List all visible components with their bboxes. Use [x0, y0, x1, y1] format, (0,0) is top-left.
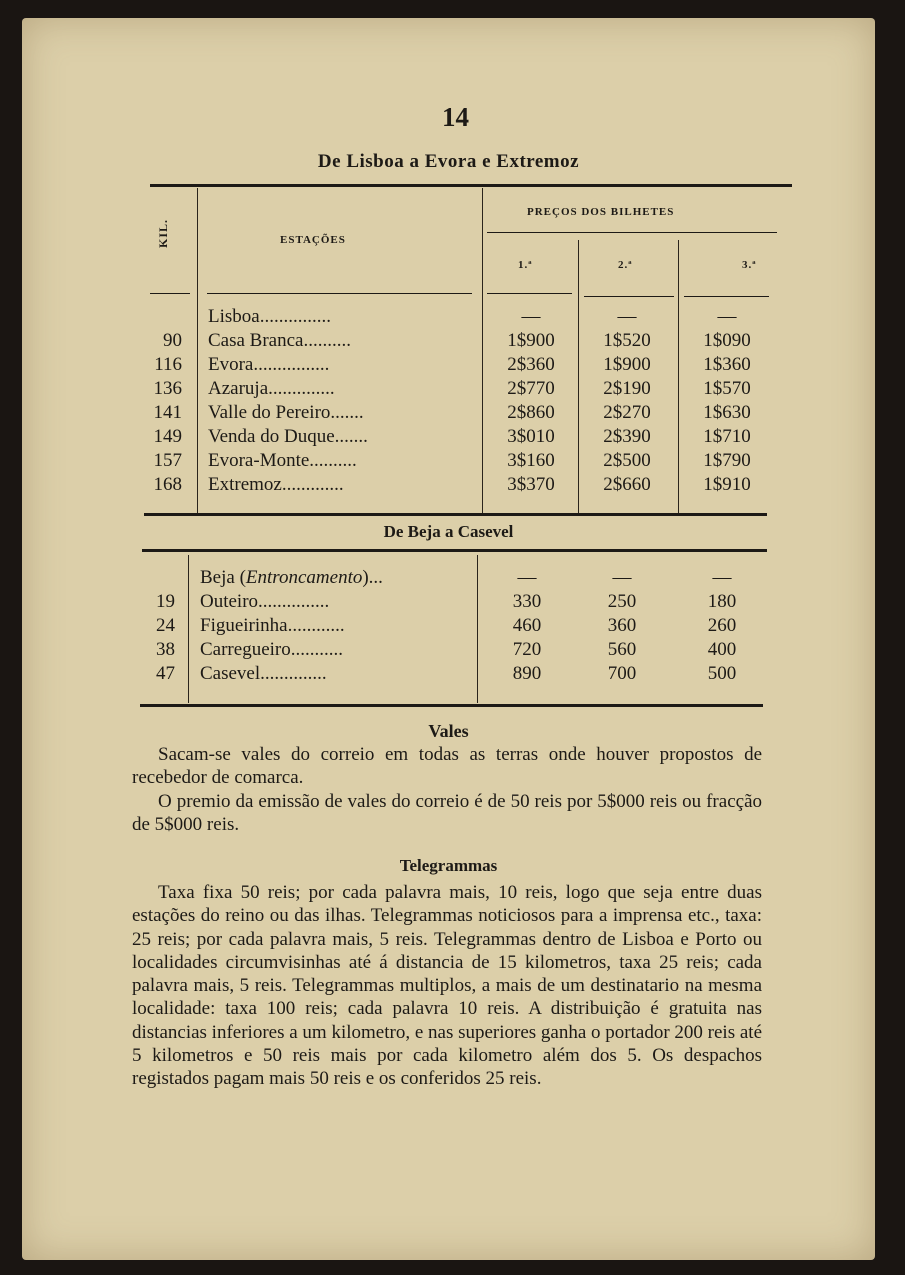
km-value: 47 [156, 663, 175, 684]
fare-1st: 890 [512, 663, 542, 684]
km-value: 90 [163, 330, 182, 351]
fare-1st: 330 [512, 591, 542, 612]
km-value: 149 [153, 426, 182, 447]
km-value: 38 [156, 639, 175, 660]
station-name: Casa Branca.......... [208, 330, 351, 351]
fare-1st: 3$010 [507, 426, 555, 447]
fare-2nd: 560 [607, 639, 637, 660]
fare-1st: 460 [512, 615, 542, 636]
fare-2nd: 360 [607, 615, 637, 636]
fare-1st: — [521, 306, 541, 327]
station-name: Lisboa............... [208, 306, 331, 327]
class3-header: 3.ª [742, 259, 757, 271]
km-value: 24 [156, 615, 175, 636]
fare-1st: 2$860 [507, 402, 555, 423]
km-value: 136 [153, 378, 182, 399]
fare-2nd: 1$900 [603, 354, 651, 375]
vales-heading: Vales [428, 721, 469, 741]
station-name: Azaruja.............. [208, 378, 335, 399]
kil-header: KIL. [156, 218, 170, 248]
station-name: Figueirinha............ [200, 615, 345, 636]
station-name: Extremoz............. [208, 474, 344, 495]
station-name: Carregueiro........... [200, 639, 343, 660]
fare-1st: — [517, 567, 537, 588]
col-divider-1 [197, 188, 198, 513]
page-number: 14 [442, 102, 469, 132]
fare-1st: 2$770 [507, 378, 555, 399]
station-name: Casevel.............. [200, 663, 327, 684]
telegrammas-paragraph: Taxa fixa 50 reis; por cada palavra mais, 10 reis, logo que seja entre duas estações do reino ou das ilhas. Telegrammas noticiosos para a imprensa etc., taxa: 25 reis; por cada palavra mais, 5 reis. Telegrammas dentro de Lisboa e Porto ou localidades circumvisinhas até á distancia de 15 kilometros, taxa 25 reis; cada palavra mais, 5 reis. Telegrammas multiplos, a mais de um destinatario na mesma localidade: taxa 100 reis; cada palavra 10 reis. A distribuição é gratuita nas distancias inferiores a um kilometro, e nas superiores ganha o portador 200 reis até 5 kilometros e 50 reis mais por cada kilometro além dos 5. Os despachos registados pagam mais 50 reis e os conferidos 25 reis. [132, 882, 762, 1090]
km-value: 141 [153, 402, 182, 423]
fare-3rd: 500 [707, 663, 737, 684]
table-bottom-rule [144, 513, 767, 516]
estacoes-header: ESTAÇÕES [280, 234, 346, 246]
document-page [22, 18, 875, 1260]
telegrammas-heading: Telegrammas [399, 856, 498, 875]
fare-2nd: 700 [607, 663, 637, 684]
class2-header: 2.ª [618, 259, 633, 271]
fare-3rd: 1$570 [703, 378, 751, 399]
header-rule-km [150, 293, 190, 294]
section-title-lisboa-extremoz: De Lisboa a Evora e Extremoz [317, 151, 580, 172]
fare-1st: 3$160 [507, 450, 555, 471]
fare-2nd: 2$500 [603, 450, 651, 471]
header-rule-station [207, 293, 472, 294]
class1-header: 1.ª [518, 259, 533, 271]
fare-3rd: 1$790 [703, 450, 751, 471]
precos-rule [487, 232, 777, 233]
station-name: Outeiro............... [200, 591, 330, 612]
vales-paragraph-1: Sacam-se vales do correio em todas as terras onde houver propostos de recebedor de comarca. [132, 744, 762, 789]
section-title-beja-casevel: De Beja a Casevel [383, 522, 514, 541]
fare-3rd: 260 [707, 615, 737, 636]
fare-1st: 1$900 [507, 330, 555, 351]
fare-3rd: 1$090 [703, 330, 751, 351]
station-name: Evora-Monte.......... [208, 450, 357, 471]
precos-header: PREÇOS DOS BILHETES [527, 206, 675, 218]
fare-3rd: 1$360 [703, 354, 751, 375]
km-value: 116 [154, 354, 182, 375]
fare-3rd: — [717, 306, 737, 327]
fare-1st: 3$370 [507, 474, 555, 495]
station-name: Valle do Pereiro....... [208, 402, 364, 423]
fare-2nd: — [612, 567, 632, 588]
table-top-rule [150, 184, 792, 187]
station-name: Venda do Duque....... [208, 426, 368, 447]
km-value: 157 [153, 450, 182, 471]
table2-bottom-rule [140, 704, 763, 707]
fare-3rd: 1$910 [703, 474, 751, 495]
fare-2nd: 2$190 [603, 378, 651, 399]
fare-3rd: 400 [707, 639, 737, 660]
col-divider-1 [188, 555, 189, 703]
km-value: 19 [156, 591, 175, 612]
fare-2nd: 1$520 [603, 330, 651, 351]
fare-2nd: 2$270 [603, 402, 651, 423]
fare-3rd: — [712, 567, 732, 588]
header-rule-c1 [487, 293, 572, 294]
station-name: Beja (Entroncamento)... [200, 567, 383, 588]
km-value: 168 [153, 474, 182, 495]
vales-paragraph-2: O premio da emissão de vales do correio é de 50 reis por 5$000 reis ou fracção de 5$000 reis. [132, 791, 762, 836]
fare-2nd: 2$390 [603, 426, 651, 447]
fare-3rd: 1$710 [703, 426, 751, 447]
fare-2nd: 2$660 [603, 474, 651, 495]
header-rule-c3 [684, 296, 769, 297]
fare-2nd: 250 [607, 591, 637, 612]
fare-1st: 720 [512, 639, 542, 660]
fare-3rd: 1$630 [703, 402, 751, 423]
fare-3rd: 180 [707, 591, 737, 612]
fare-2nd: — [617, 306, 637, 327]
header-rule-c2 [584, 296, 674, 297]
table2-top-rule [142, 549, 767, 552]
station-name: Evora................ [208, 354, 330, 375]
fare-1st: 2$360 [507, 354, 555, 375]
